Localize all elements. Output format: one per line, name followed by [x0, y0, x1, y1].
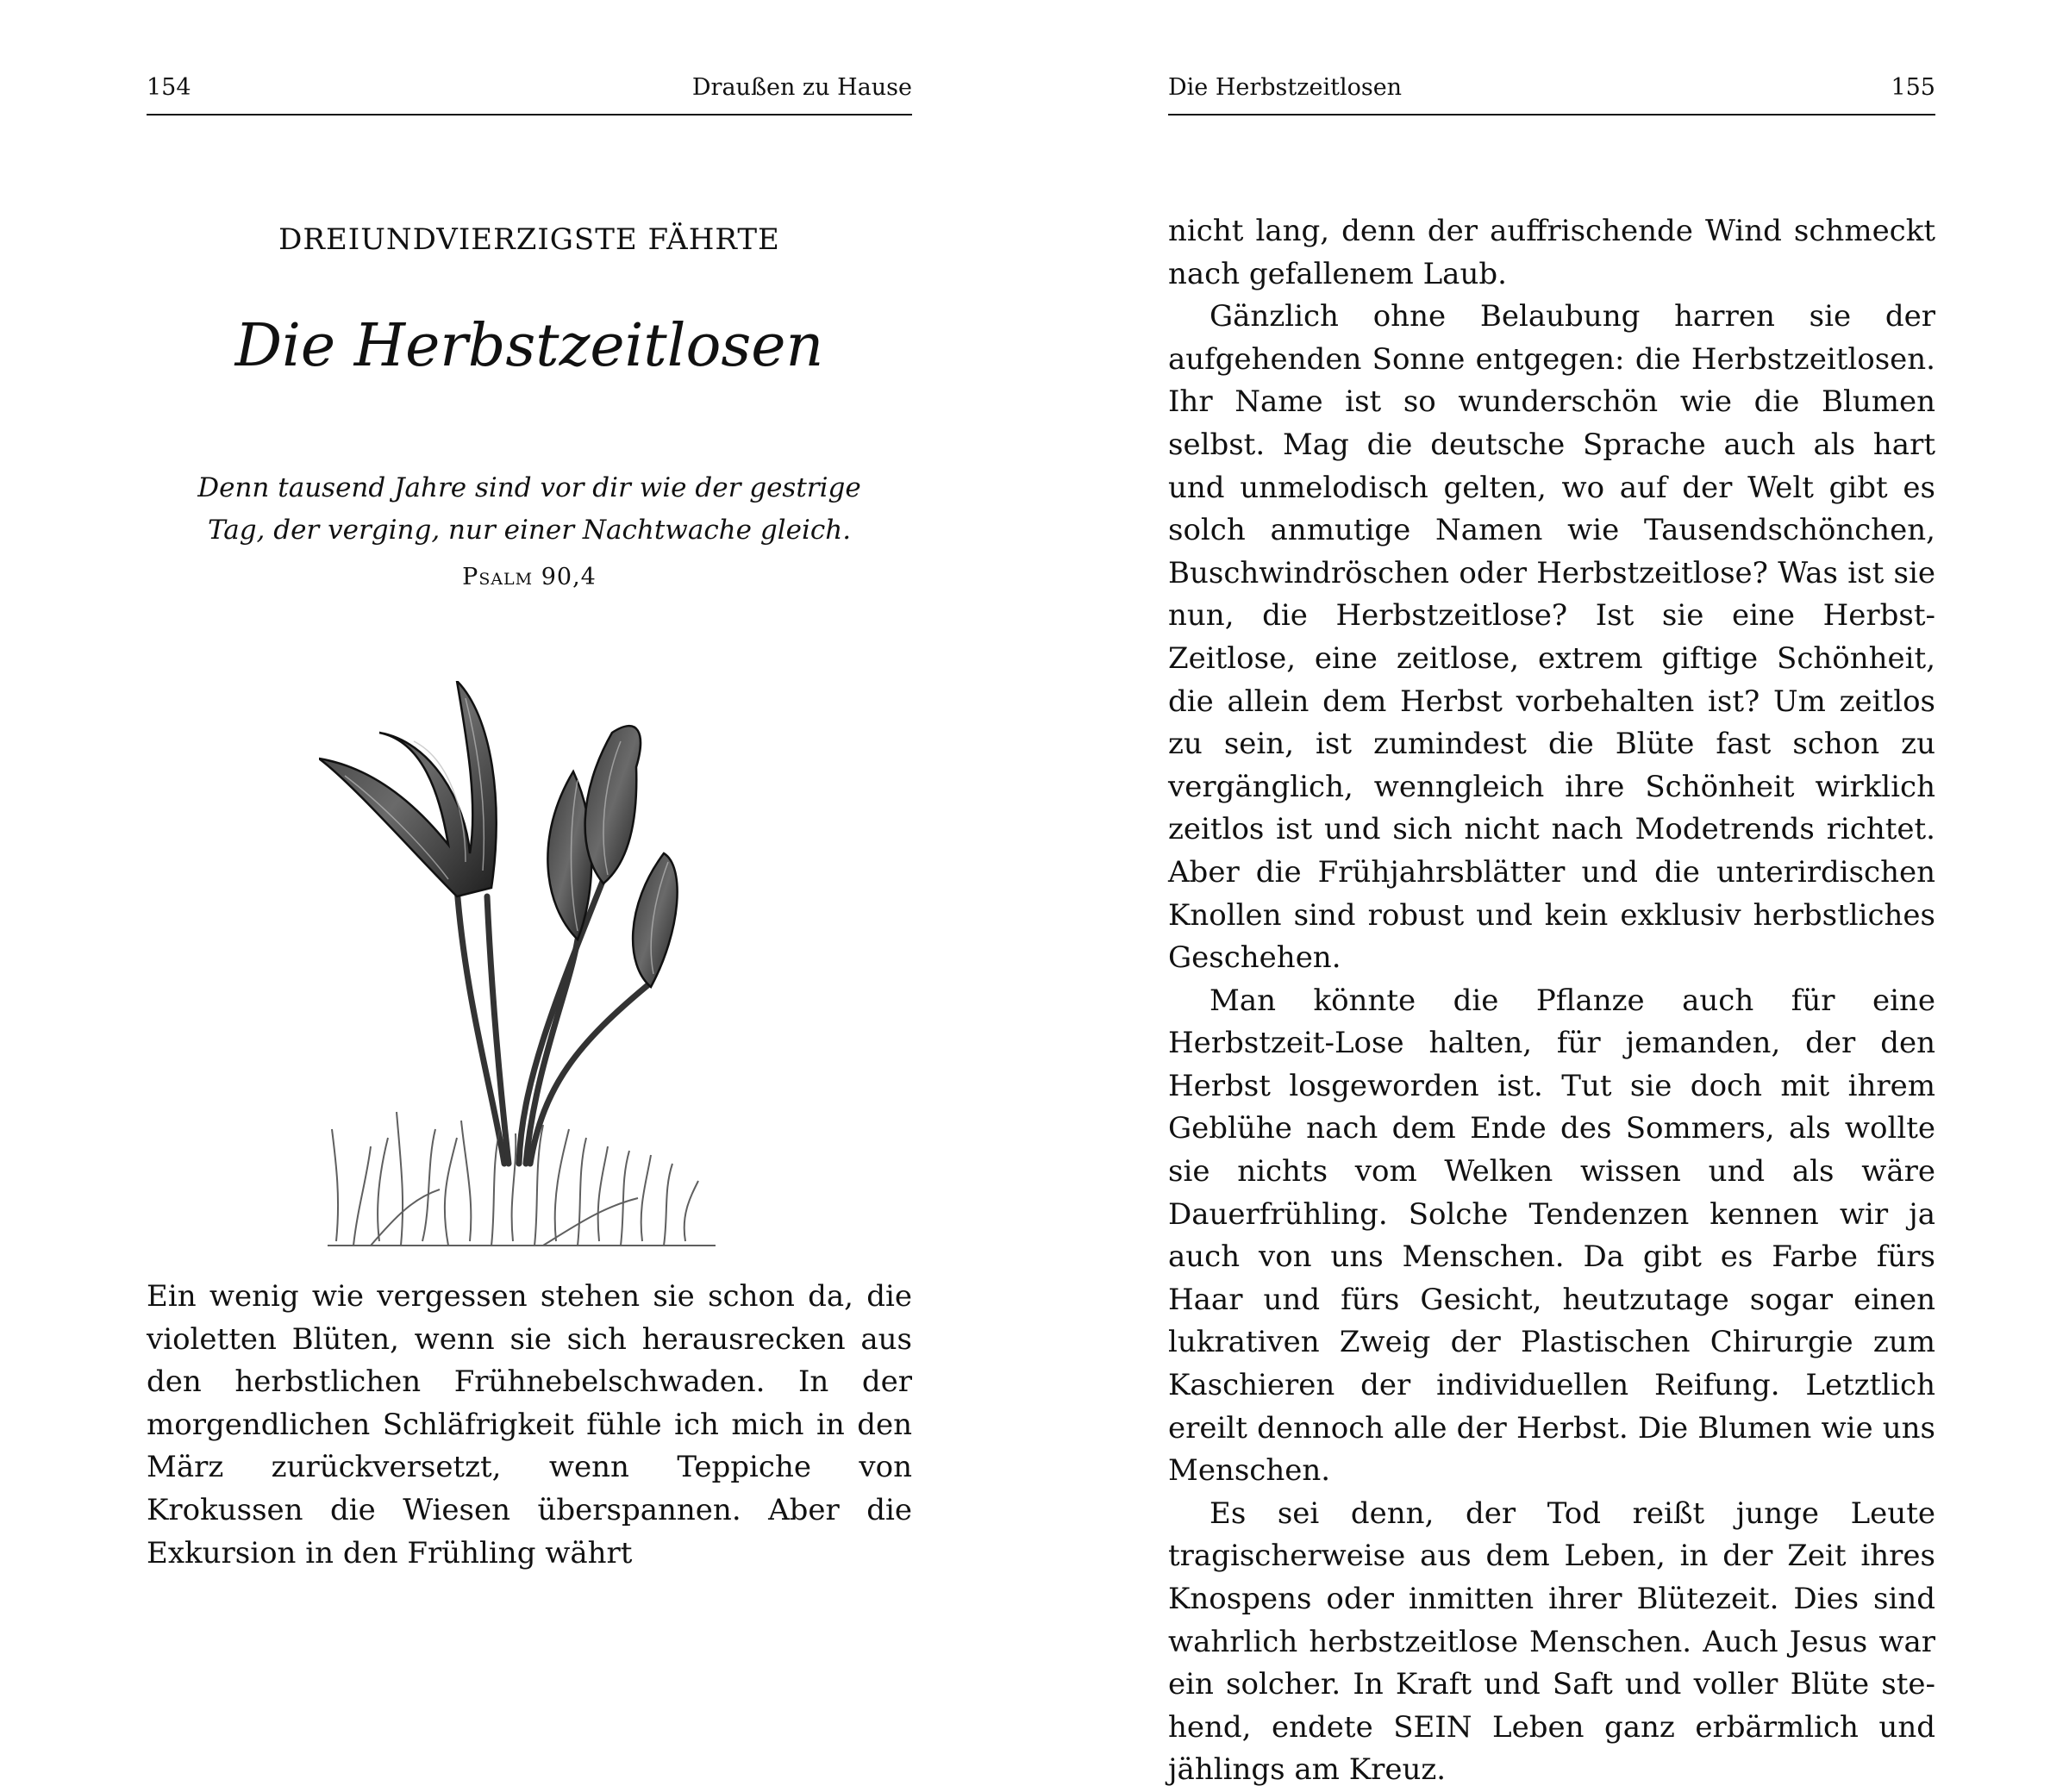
- left-running-head: Draußen zu Hause: [691, 74, 912, 101]
- right-body-text: [1168, 210, 1935, 1792]
- epigraph-line-2: Tag, der verging, nur einer Nachtwache gleich.: [207, 515, 852, 546]
- right-paragraph-4: Es sei denn, der Tod reißt junge Leute tragischerweise aus dem Leben, in der Zeit ihres Knospens oder inmitten ihrer Blütezeit. Dies sind wahrlich herbstzeitlose Menschen. Auch Jesus war ein solcher. In Kraft und Saft und voller Blüte stehend, endete SEIN Leben ganz erbärmlich und jählings am Kreuz.: [1168, 1495, 1935, 1788]
- epigraph-source: Psalm 90,4: [462, 564, 597, 590]
- chapter-title: Die Herbstzeitlosen: [234, 312, 824, 380]
- chapter-label: DREIUNDVIERZIGSTE FÄHRTE: [278, 222, 780, 257]
- left-paragraph: Ein wenig wie vergessen stehen sie schon da, die violetten Blüten, wenn sie sich herausrecken aus den herbstlichen Frühnebelschwaden. In der morgendlichen Schläfrigkeit fühle ich mich in den März zurückversetzt, wenn Teppiche von Krokussen die Wiesen überspannen. Aber die Exkursion in den Frühling währt: [147, 1279, 912, 1570]
- right-running-head: Die Herbstzeitlosen: [1168, 74, 1403, 101]
- crocus-illustration: [319, 681, 724, 1250]
- right-paragraph-1: nicht lang, denn der auffrischende Wind schmeckt nach gefallenem Laub.: [1168, 214, 1935, 291]
- right-paragraph-3: Man könnte die Pflanze auch für eine Herbstzeit-Lose halten, für jemanden, der den Herbst losgeworden ist. Tut sie doch mit ihrem Geblühe nach dem Ende des Sommers, als wollte sie nichts vom Welken wissen und als wäre Dauerfrühling. Solche Tendenzen kennen wir ja auch von uns Menschen. Da gibt es Farbe fürs Haar und fürs Gesicht, heutzutage sogar einen lukrativen Zweig der Plastischen Chirurgie zum Kaschieren der individuellen Reifung. Letztlich ereilt dennoch alle der Herbst. Die Blumen wie uns Menschen.: [1168, 983, 1935, 1489]
- right-page-number: 155: [1891, 74, 1935, 101]
- epigraph: [147, 467, 912, 552]
- left-page-number: 154: [147, 74, 191, 101]
- right-running-header: [1168, 74, 1935, 116]
- left-running-header: [147, 74, 912, 116]
- left-body-text: [147, 1276, 912, 1575]
- epigraph-line-1: Denn tausend Jahre sind vor dir wie der gestrige: [197, 472, 861, 503]
- right-paragraph-2: Gänzlich ohne Belaubung harren sie der aufgehenden Sonne entgegen: die Herbstzeitlosen. Ihr Name ist so wunderschön wie die Blumen selbst. Mag die deutsche Sprache auch als hart und unmelodisch gelten, wo auf der Welt gibt es solch anmutige Namen wie Tausendschönchen, Buschwindröschen oder Herbstzeitlose? Was ist sie nun, die Herbstzeitlose? Ist sie eine Herbst-Zeitlose, eine zeitlose, extrem giftige Schönheit, die allein dem Herbst vorbehalten ist? Um zeitlos zu sein, ist zumindest die Blüte fast schon zu vergänglich, wenngleich ihre Schönheit wirklich zeitlos ist und sich nicht nach Modetrends richtet. Aber die Frühjahrsblätter und die unterirdischen Knollen sind robust und kein exklusiv herbstliches Geschehen.: [1168, 299, 1935, 976]
